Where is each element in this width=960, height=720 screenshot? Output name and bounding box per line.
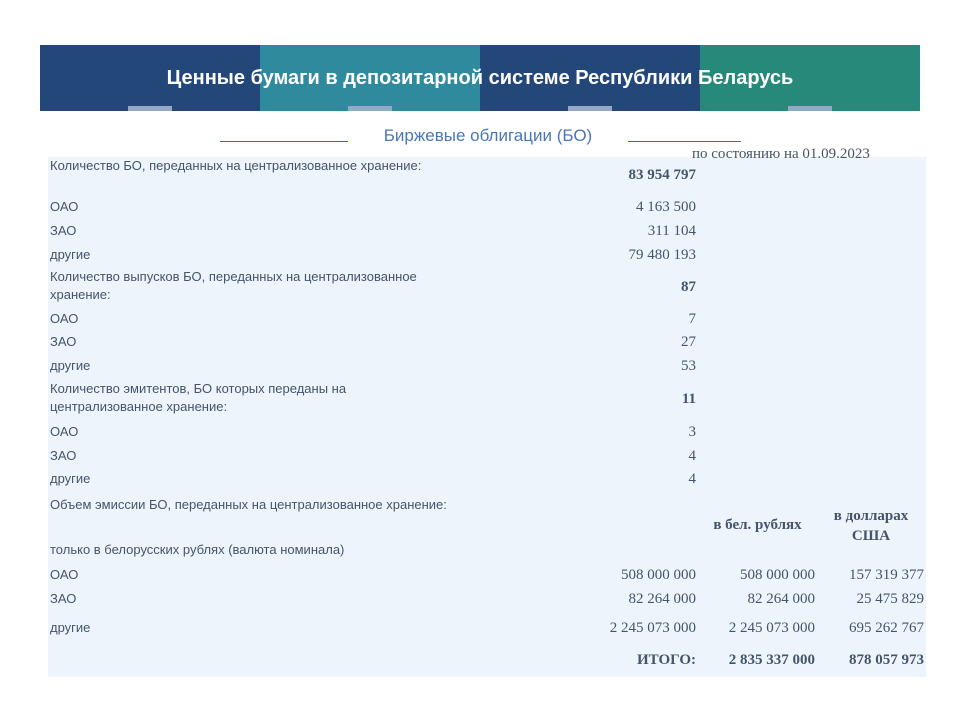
bonds-count-total: 83 954 797 — [628, 167, 696, 183]
row-value: 311 104 — [647, 223, 696, 239]
total-label: ИТОГО: — [637, 652, 696, 668]
row-byn: 2 245 073 000 — [728, 620, 815, 636]
row-label: другие — [50, 471, 91, 486]
row-nominal: 2 245 073 000 — [609, 620, 696, 636]
row-byn: 82 264 000 — [747, 591, 815, 607]
row-label: ОАО — [50, 424, 79, 439]
row-usd: 25 475 829 — [856, 591, 924, 607]
row-value: 3 — [688, 424, 696, 440]
row-nominal: 508 000 000 — [621, 567, 696, 583]
page-title: Ценные бумаги в депозитарной системе Республики Беларусь — [166, 66, 794, 89]
header-banner — [40, 45, 920, 111]
row-nominal: 82 264 000 — [628, 591, 696, 607]
row-label: ОАО — [50, 199, 79, 214]
row-label: другие — [50, 358, 91, 373]
section-title: Биржевые облигации (БО) — [383, 126, 593, 145]
total-byn: 2 835 337 000 — [728, 652, 815, 668]
issues-count-total: 87 — [681, 279, 696, 295]
column-header-byn: в бел. рублях — [713, 517, 802, 533]
row-label: ЗАО — [50, 334, 77, 349]
row-value: 4 — [688, 471, 696, 487]
row-usd: 695 262 767 — [849, 620, 924, 636]
issuers-count-label: Количество эмитентов, БО которых переданы на централизованное хранение: — [50, 381, 347, 414]
volume-sublabel: только в белорусских рублях (валюта номинала) — [50, 542, 345, 557]
row-label: ЗАО — [50, 448, 77, 463]
row-value: 79 480 193 — [628, 247, 696, 263]
volume-label: Объем эмиссии БО, переданных на централизованное хранение: — [50, 497, 447, 512]
as-of-date: по состоянию на 01.09.2023 — [692, 146, 870, 162]
row-label: ЗАО — [50, 591, 77, 606]
row-label: ЗАО — [50, 223, 77, 238]
row-label: другие — [50, 247, 91, 262]
row-label: ОАО — [50, 311, 79, 326]
subtitle-divider-right — [628, 141, 741, 142]
row-value: 27 — [681, 334, 696, 350]
row-label: другие — [50, 620, 91, 635]
row-byn: 508 000 000 — [740, 567, 815, 583]
row-value: 4 163 500 — [636, 199, 696, 215]
bonds-count-label: Количество БО, переданных на централизованное хранение: — [50, 158, 422, 173]
subtitle-divider-left — [220, 141, 348, 142]
issues-count-label: Количество выпусков БО, переданных на централизованное хранение: — [50, 269, 417, 302]
row-usd: 157 319 377 — [849, 567, 924, 583]
total-usd: 878 057 973 — [849, 652, 924, 668]
issuers-count-total: 11 — [681, 391, 696, 407]
column-header-usd: в долларах США — [833, 508, 909, 544]
row-value: 7 — [688, 311, 696, 327]
row-label: ОАО — [50, 567, 79, 582]
row-value: 4 — [688, 448, 696, 464]
row-value: 53 — [681, 358, 696, 374]
